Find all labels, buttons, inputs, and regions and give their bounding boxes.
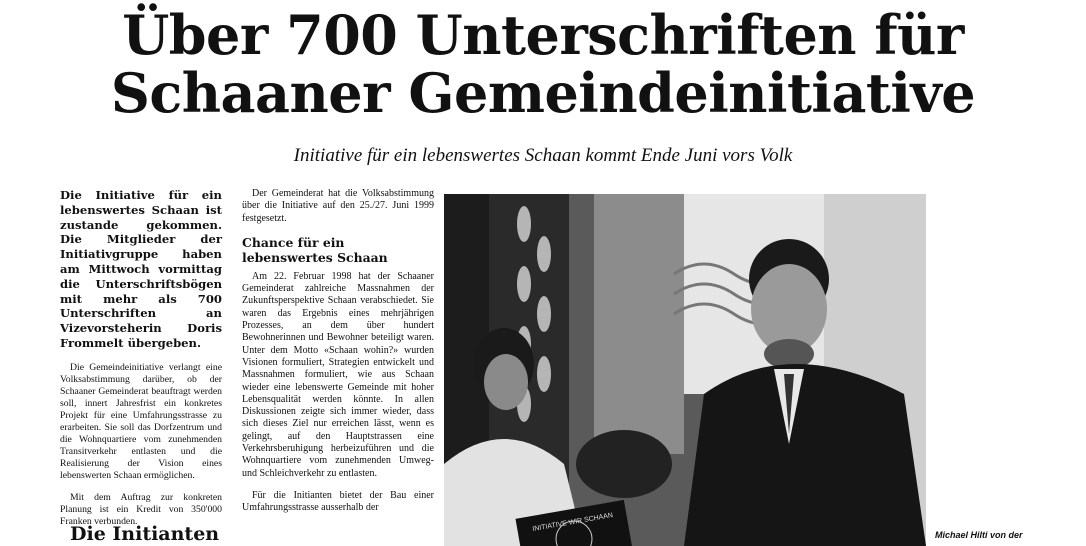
column-1 — [60, 188, 222, 538]
news-photo — [444, 194, 926, 546]
body-paragraph: Mit dem Auftrag zur konkreten Planung ist ein Kredit von 350'000 Franken verbunden. — [60, 491, 222, 527]
lead-paragraph: Die Initiative für ein lebenswertes Schaan ist zustande gekommen. Die Mitglieder der Initiativgruppe haben am Mittwoch vormittag die Unterschriftsbögen mit mehr als 700 Unterschriften an Vizevorsteherin Doris Frommelt übergeben. — [60, 188, 222, 350]
plaque-text: INITIATIVE WIR SCHAAN — [532, 512, 614, 534]
body-paragraph: Die Gemeindeinitiative verlangt eine Volksabstimmung darüber, ob der Schaaner Gemeinderat beauftragt werden soll, innert Jahresfrist ein konkretes Projekt für eine Umfahrungsstrasse zu erarbeiten. Sie soll das Dorfzentrum und die Wohnquartiere vom zunehmenden Transitverkehr entlasten und die Realisierung der Vision eines lebenswerten Schaan ermöglichen. — [60, 361, 222, 481]
section-subheading: Chance für ein lebenswertes Schaan — [242, 234, 388, 265]
initiators-heading: Die Initianten — [70, 523, 220, 545]
photo-caption: Michael Hilti von der — [935, 530, 1023, 540]
subheadline: Initiative für ein lebenswertes Schaan kommt Ende Juni vors Volk — [293, 145, 793, 166]
body-paragraph: Am 22. Februar 1998 hat der Schaaner Gemeinderat zahlreiche Massnahmen der Zukunftsperspektive Schaan verabschiedet. Sie waren das Ergebnis eines mehrjährigen Prozesses, an dem über hundert Bewohnerinnen und Bewohner beteiligt waren. Unter dem Motto «Schaan wohin?» wurden Visionen formuliert, Strategien entwickelt und Massnahmen formuliert, wie aus Schaan wieder eine lebenswerte Gemeinde mit hoher Lebensqualität werden könnte. In allen Diskussionen zeigte sich immer wieder, dass sich dieses Ziel nur erreichen lässt, wenn es gelingt, auf den Hauptstrassen eine Verkehrsberuhigung herbeizuführen und die Wohnquartiere vom zunehmenden Umweg- und Schleichverkehr zu entlasten. — [242, 270, 434, 479]
body-paragraph: Der Gemeinderat hat die Volksabstimmung über die Initiative auf den 25./27. Juni 1999 festgesetzt. — [242, 188, 434, 224]
headline: Über 700 Unterschriften für Schaaner Gemeindeinitiative — [110, 3, 976, 125]
body-paragraph: Für die Initianten bietet der Bau einer Umfahrungsstrasse ausserhalb der — [242, 489, 434, 514]
column-2 — [242, 188, 434, 525]
